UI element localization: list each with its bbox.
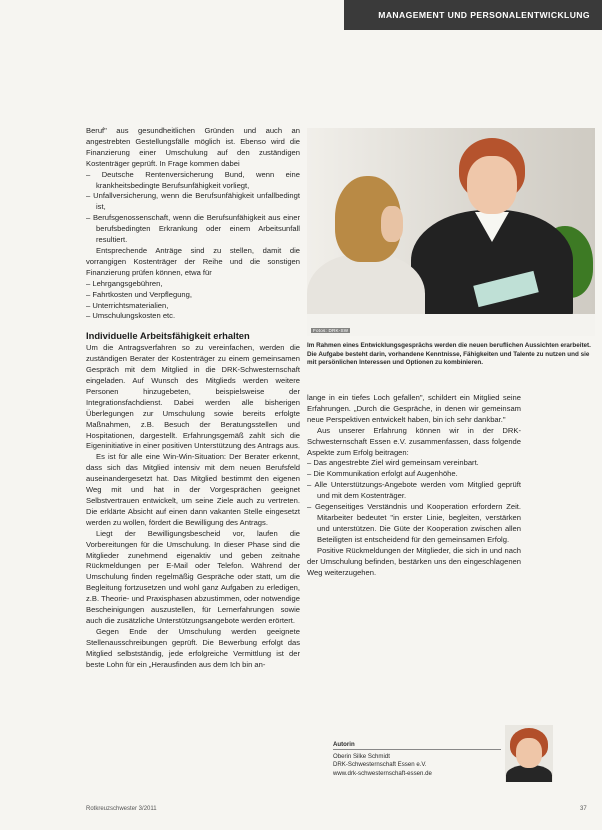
list-item: – Gegenseitiges Verständnis und Kooperation erfordern Zeit. Mitarbeiter bedeutet "in erster Linie, begleiten, verstärken und unterstützen. Die Güte der Kooperation zwischen allen Beteiligten ist entscheidend für den gemeinsamen Erfolg.: [307, 502, 521, 546]
intro-paragraph: Beruf" aus gesundheitlichen Gründen und auch an angestrebten Gestellungsfälle möglich ist. Ebenso wird die Finanzierung einer Umschulung auf den zuständigen Kostenträger geprüft. In Frage kommen dabei: [86, 126, 300, 168]
author-name: Oberin Silke Schmidt: [333, 753, 390, 761]
page-number: 37: [580, 806, 587, 812]
article-photo: [307, 128, 595, 336]
nurse-face: [467, 156, 517, 214]
body-paragraph: lange in ein tiefes Loch gefallen", schildert ein Mitglied seine Erfahrungen. „Durch die Gespräche, in denen wir gemeinsam neue Perspektiven entwickelt haben, bin ich sehr dankbar.": [307, 393, 521, 424]
section-heading: Individuelle Arbeitsfähigkeit erhalten: [86, 330, 250, 342]
body-paragraph: Positive Rückmeldungen der Mitglieder, die sich in und nach der Umschulung befinden, bestärken uns den eingeschlagenen Weg weiterzugehen.: [307, 545, 521, 577]
body-paragraph: Um die Antragsverfahren so zu vereinfachen, werden die zuständigen Berater der Kostenträger zu einem gemeinsamen Gespräch mit dem Mitglied in die DRK-Schwesternschaft eingeladen. Auf Wunsch des Mitglieds werden weitere Personen hinzugebeten, beispielsweise der Integrationsfachdienst. Dabei werden alle bisherigen Überlegungen zur Umschulung sowie bereits erfolgte Maßnahmen, z.B. Besuch der Beratungsstellen und Hospitationen, dargestellt. Erfahrungsgemäß zahlt sich die Eigeninitiative in einer positiven Unterstützung des Antrags aus.: [86, 343, 301, 451]
body-paragraph: Gegen Ende der Umschulung werden geeignete Stellenausschreibungen geprüft. Die Bewerbung erfolgt das Mitglied selbstständig, jede erfolgreiche Vermittlung ist der beste Lohn für ein „Herausfinden aus dem Ich bin an-: [86, 626, 300, 669]
author-org: DRK-Schwesternschaft Essen e.V.: [333, 761, 427, 769]
author-box: [333, 741, 501, 778]
body-paragraph: Aus unserer Erfahrung können wir in der DRK-Schwesternschaft Essen e.V. zusammenfassen, dass folgende Aspekte zum Erfolg beitragen:: [307, 425, 521, 457]
section-label: MANAGEMENT UND PERSONALENTWICKLUNG: [378, 10, 590, 20]
author-photo: [505, 725, 553, 782]
section-header-band: [344, 0, 602, 30]
list-item: – Lehrgangsgebühren,: [86, 279, 300, 290]
success-list: [307, 458, 521, 545]
list-item: – Die Kommunikation erfolgt auf Augenhöhe.: [307, 469, 521, 480]
photo-credit: Fotos: DRK-SW: [313, 328, 349, 333]
list-item: – Deutsche Rentenversicherung Bund, wenn eine krankheitsbedingte Berufsunfähigkeit vorliegt,: [86, 170, 300, 192]
footer-publication: Rotkreuzschwester 3/2011: [86, 806, 157, 812]
list-item: – Unterrichtsmaterialien,: [86, 301, 300, 312]
member-face: [381, 206, 403, 242]
funding-list: [86, 170, 300, 246]
article-right-column: [307, 393, 521, 578]
costs-list: [86, 279, 300, 323]
list-item: – Das angestrebte Ziel wird gemeinsam vereinbart.: [307, 458, 521, 469]
photo-caption: Im Rahmen eines Entwicklungsgesprächs werden die neuen beruflichen Aussichten erarbeitet. Die Aufgabe besteht darin, vorhandene Kenntnisse, Fähigkeiten und Talente zu nutzen und sie mit persönlichen Interessen und Optionen zu kombinieren.: [307, 342, 591, 367]
author-face: [516, 738, 542, 768]
list-item: – Fahrtkosten und Verpflegung,: [86, 290, 300, 301]
body-paragraph: Liegt der Bewilligungsbescheid vor, laufen die Vorbereitungen für die Umschulung. In dieser Phase sind die Mitglieder zunehmend eigenaktiv und geben zeitnahe Rückmeldungen per E-Mail oder Telefon. Während der Umschulung finden regelmäßig Gespräche oder statt, um die Begleitung fortzusetzen und wohl ganz Aufgaben zu erledigen, z.B. Theorie- und Praxisphasen abzustimmen, oder notwendige Bescheinigungen auszustellen, für Lernerfahrungen sowie auch die zusätzliche Unterstützungsangebote werden erörtert.: [86, 528, 300, 625]
costs-paragraph: Entsprechende Anträge sind zu stellen, damit die vorrangigen Kostenträger der Reihe und die sonstigen Finanzierung prüfen können, etwa für: [86, 245, 300, 277]
body-paragraph: Es ist für alle eine Win-Win-Situation: Der Berater erkennt, dass sich das Mitglied intensiv mit dem neuen Berufsfeld auseinandergesetzt hat. Das Mitglied bestimmt den eigenen Weg mit und hat in der Vorgesprächen geeignet Selbstvertrauen entwickelt, um seine Ziele auch zu vertreten. Die erklärte Absicht auf einen dann vakanten Stelle eingesetzt werden zu wollen, fördert die Bewilligung des Antrags.: [86, 452, 300, 527]
author-website[interactable]: www.drk-schwesternschaft-essen.de: [333, 769, 432, 777]
author-label: Autorin: [333, 741, 501, 750]
list-item: – Unfallversicherung, wenn die Berufsunfähigkeit unfallbedingt ist,: [86, 191, 300, 213]
list-item: – Berufsgenossenschaft, wenn die Berufsunfähigkeit aus einer berufsbedingten Erkrankung oder einem Arbeitsunfall resultiert.: [86, 213, 300, 246]
list-item: – Umschulungskosten etc.: [86, 311, 300, 322]
list-item: – Alle Unterstützungs-Angebote werden vom Mitglied geprüft und mit dem Kostenträger.: [307, 480, 521, 502]
member-figure: [307, 176, 425, 336]
article-left-column: [86, 126, 300, 671]
